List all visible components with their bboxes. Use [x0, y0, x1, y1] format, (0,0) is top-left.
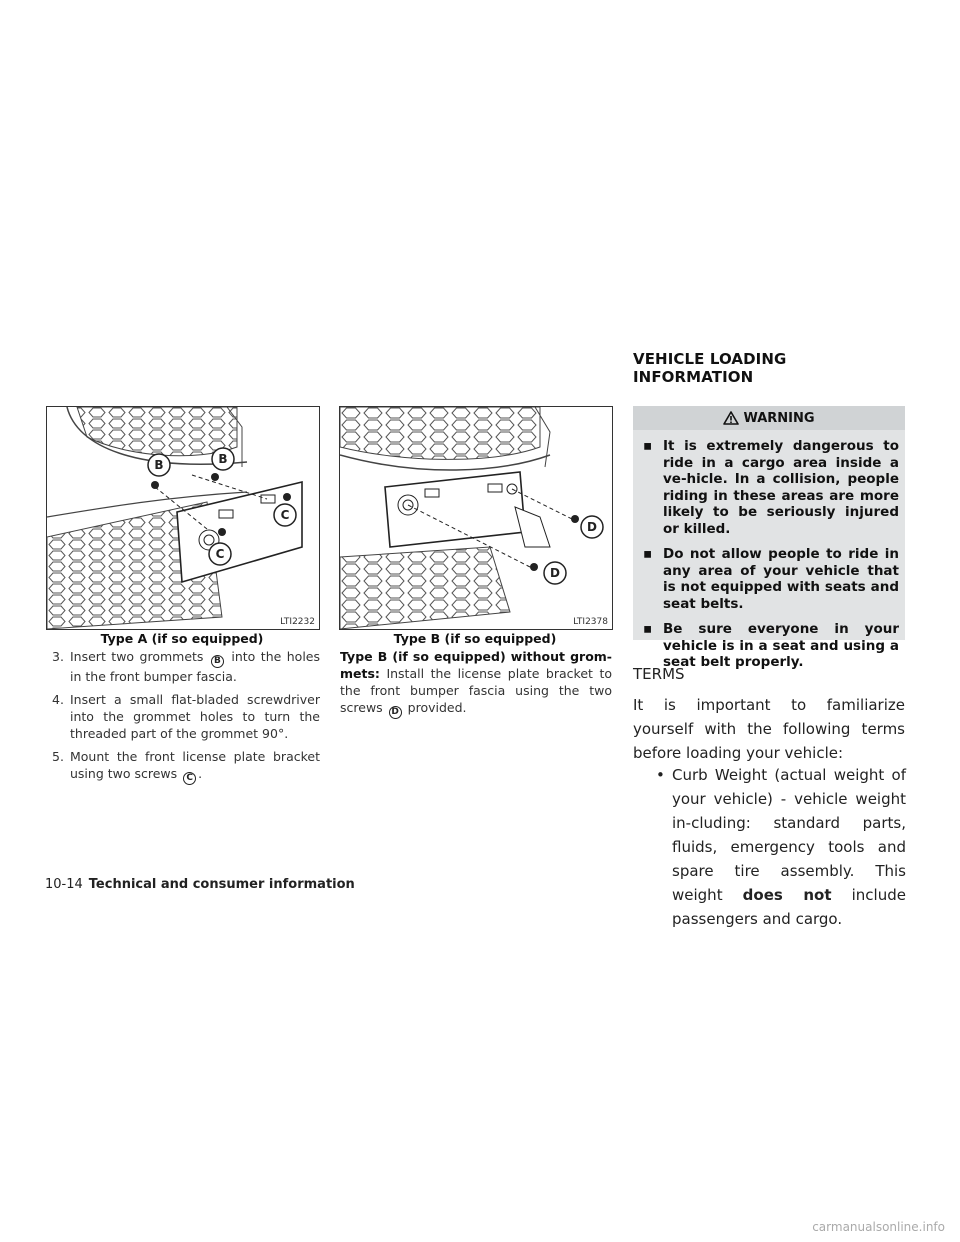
- figure-b-caption: Type B (if so equipped): [393, 631, 557, 646]
- figure-a-illustration: [47, 407, 319, 629]
- step-4-number: 4.: [52, 692, 64, 707]
- section-header: VEHICLE LOADING INFORMATION: [633, 350, 787, 386]
- figure-a-label-b2: B: [218, 452, 228, 466]
- terms-intro: It is important to familiarize yourself with the following terms before loading your vehicle:: [633, 696, 905, 762]
- type-b-instructions: [340, 648, 612, 719]
- figure-type-b: [339, 406, 613, 630]
- bullet-dot: •: [656, 766, 665, 784]
- figure-a-label-c2: C: [215, 547, 225, 561]
- step-3-text-post: into the holes in the front bumper fascia.: [70, 649, 321, 684]
- figure-b-label-d2: D: [550, 566, 560, 580]
- step-5-text-pre: Mount the front license plate bracket using two screws: [70, 749, 320, 781]
- terms-item-post: include passengers and cargo.: [672, 886, 906, 928]
- figure-type-a: [46, 406, 320, 630]
- terms-item-curb-weight: [650, 763, 906, 931]
- figure-b-label-d1: D: [587, 520, 597, 534]
- warning-header: [633, 406, 905, 430]
- figure-a-label-b1: B: [154, 458, 164, 472]
- warning-icon: [723, 411, 739, 425]
- warning-title: WARNING: [743, 410, 815, 426]
- step-4: [48, 691, 320, 742]
- warning-box: [633, 406, 905, 670]
- badge-d: D: [389, 706, 402, 719]
- warning-list: [633, 430, 905, 671]
- figure-b-id: LTI2378: [573, 617, 608, 627]
- badge-c: C: [183, 772, 196, 785]
- figure-b-illustration: [340, 407, 612, 629]
- warning-item: ▪ It is extremely dangerous to ride in a cargo area inside a ve-hicle. In a collision, people riding in these areas are more likely to be seriously injured or killed.: [641, 438, 899, 537]
- step-4-text: Insert a small flat-bladed screwdriver into the grommet holes to turn the threaded part of the grommet 90°.: [70, 692, 320, 741]
- page-footer: [45, 877, 355, 892]
- step-5: [48, 748, 320, 785]
- warning-item: ▪ Do not allow people to ride in any area of your vehicle that is not equipped with seats and seat belts.: [641, 546, 899, 612]
- type-b-text-pre: Install the license plate bracket to the front bumper fascia using the two screws: [340, 666, 612, 715]
- step-5-number: 5.: [52, 749, 64, 764]
- type-b-lead: Type B (if so equipped) without grom-mets:: [340, 649, 612, 681]
- figure-a-caption: Type A (if so equipped): [100, 631, 264, 646]
- terms-item-bold: does not: [742, 886, 832, 904]
- installation-steps: [48, 648, 320, 791]
- terms-title: TERMS: [633, 665, 685, 683]
- figure-a-id: LTI2232: [280, 617, 315, 627]
- watermark: carmanualsonline.info: [812, 1220, 945, 1234]
- type-b-text-post: provided.: [407, 700, 467, 715]
- page-number: 10-14: [45, 877, 83, 892]
- footer-section-title: Technical and consumer information: [88, 877, 355, 892]
- terms-item-pre: Curb Weight (actual weight of your vehicle) - vehicle weight in-cluding: standard parts, fluids, emergency tools and spare tire assembly. This weight: [672, 766, 906, 904]
- step-5-text-post: .: [198, 766, 203, 781]
- figure-a-label-c1: C: [280, 508, 290, 522]
- warning-item: ▪ Be sure everyone in your vehicle is in a seat and using a seat belt properly.: [641, 621, 899, 671]
- step-3: [48, 648, 320, 685]
- badge-b: B: [211, 655, 224, 668]
- step-3-number: 3.: [52, 649, 64, 664]
- step-3-text-pre: Insert two grommets: [70, 649, 204, 664]
